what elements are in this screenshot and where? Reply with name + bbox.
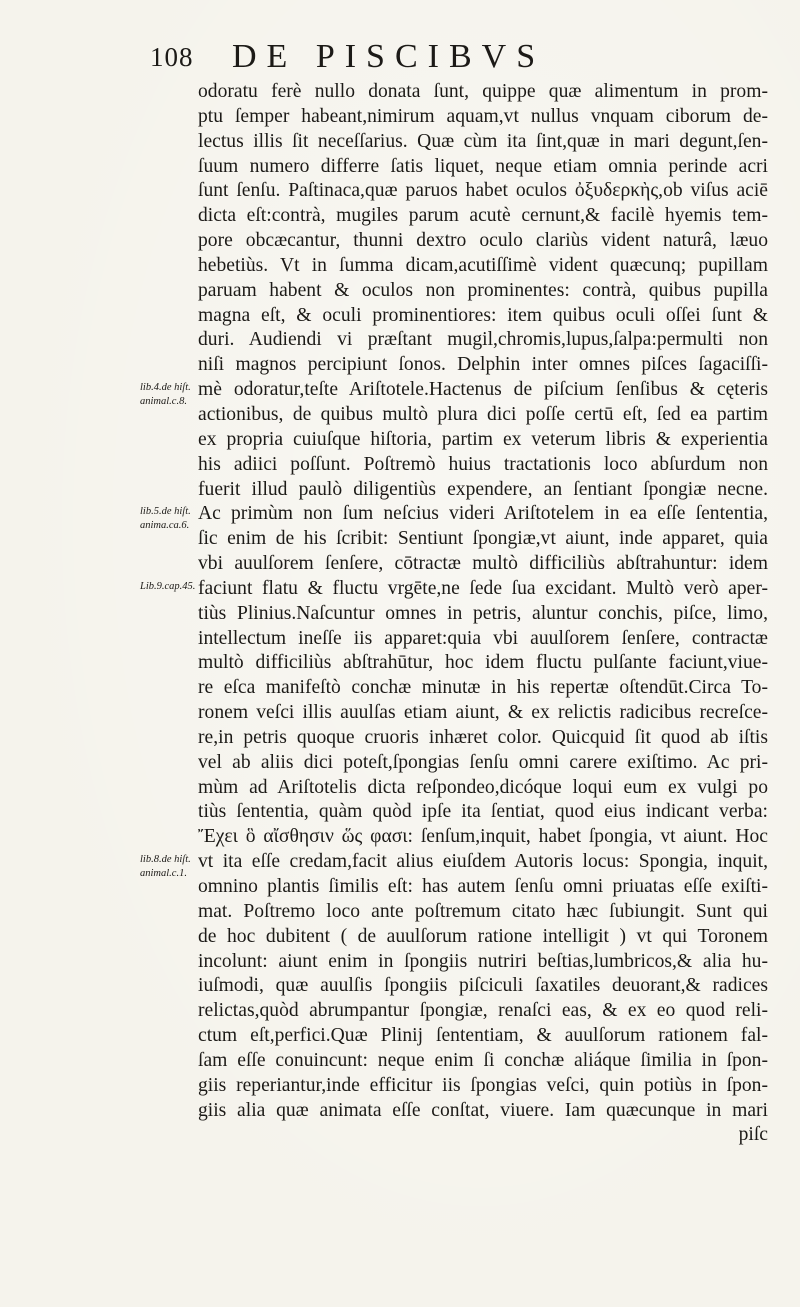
text-line: paruam habent & oculos non prominentes: contrà, quibus pupilla xyxy=(198,279,768,301)
text-line: mùm ad Ariſtotelis dicta reſpondeo,dicóque loqui eum ex vulgi po xyxy=(198,776,768,798)
text-line: vt ita eſſe credam,facit alius eiuſdem Autoris locus: Spongia, inquit, xyxy=(198,851,768,873)
page-number: 108 xyxy=(150,42,194,72)
margin-note-line: Lib.9.cap.45. xyxy=(140,581,196,592)
margin-note xyxy=(140,853,200,881)
text-line: vbi auulſorem ſenſere, cōtractæ multò difficiliùs abſtrahuntur: idem xyxy=(198,553,768,575)
margin-note-line: animal.c.8. xyxy=(140,396,187,408)
text-line: omnino plantis ſimilis eſt: has autem ſenſu omni priuatas eſſe exiſti- xyxy=(198,876,768,897)
text-line: ſic enim de his ſcribit: Sentiunt ſpongiæ,vt aiunt, inde apparet, quia xyxy=(198,528,768,550)
text-line: tiùs Plinius.Naſcuntur omnes in petris, aluntur conchis, piſce, limo, xyxy=(198,602,768,624)
text-line: ſunt ſenſu. Paſtinaca,quæ paruos habet oculos ὀξυδερκὴς,ob viſus aciē xyxy=(198,180,768,202)
text-line: mè odoratur,teſte Ariſtotele.Hactenus de piſcium ſenſibus & cęteris xyxy=(198,379,768,401)
margin-note-line: lib.5.de hiſt. xyxy=(140,506,191,518)
text-line: de hoc dubitent ( de auulſorum ratione intelligit ) vt qui Toronem xyxy=(198,925,768,947)
text-line: ptu ſemper habeant,nimirum aquam,vt nullus vnquam ciborum de- xyxy=(198,105,768,127)
margin-note xyxy=(140,381,200,409)
text-line: giis alia quæ animata eſſe conſtat, viuere. Iam quæcunque in mari xyxy=(198,1099,768,1121)
text-line: pore obcæcantur, thunni dextro oculo clariùs vident naturâ, læuo xyxy=(198,230,768,252)
text-line: odoratu ferè nullo donata ſunt, quippe quæ alimentum in prom- xyxy=(198,81,768,102)
text-line: fuerit illud paulò diligentiùs expendere, an ſentiant ſpongiæ necne. xyxy=(198,478,768,500)
text-line: magna eſt, & oculi prominentiores: item quibus oculi oſſei ſunt & xyxy=(198,304,768,326)
margin-note-line: animal.c.1. xyxy=(140,868,187,880)
text-line: niſi magnos percipiunt ſonos. Delphin inter omnes piſces ſagaciſſi- xyxy=(198,354,768,376)
text-line: duri. Audiendi vi præſtant mugil,chromis,lupus,ſalpa:permulti non xyxy=(198,329,768,351)
text-line: faciunt flatu & fluctu vrgēte,ne ſede ſua excidant. Multò verò aper- xyxy=(198,577,768,599)
text-line: dicta eſt:contrà, mugiles parum acutè cernunt,& facilè hyemis tem- xyxy=(198,205,768,227)
text-line: Ac primùm non ſum neſcius videri Ariſtotelem in ea eſſe ſententia, xyxy=(198,503,768,525)
text-line: multò difficiliùs abſtrahūtur, hoc idem fluctu pulſante faciunt,viue- xyxy=(198,652,768,674)
text-line: hebetiùs. Vt in ſumma dicam,acutiſſimè vident quæcunq; pupillam xyxy=(198,254,768,276)
text-line: his adiici poſſunt. Poſtremò huius tractationis loco abſurdum non xyxy=(198,453,768,475)
text-line: lectus illis ſit neceſſarius. Quæ cùm ita ſint,quæ in mari degunt,ſen- xyxy=(198,130,768,152)
text-line: ronem veſci illis auulſas etiam aiunt, & ex relictis radicibus recreſce- xyxy=(198,702,768,724)
margin-note-line: lib.8.de hiſt. xyxy=(140,854,191,866)
running-title: DE PISCIBVS xyxy=(232,38,546,75)
text-line: ſam eſſe conuincunt: neque enim ſi conchæ aliáque ſimilia in ſpon- xyxy=(198,1049,768,1071)
text-line: tiùs ſententia, quàm quòd ipſe ita ſentiat, quod eius indicant verba: xyxy=(198,801,768,823)
text-line: iuſmodi, quæ auulſis ſpongiis piſciculi ſaxatiles deuorant,& radices xyxy=(198,975,768,997)
text-line: relictas,quòd abrumpantur ſpongiæ, renaſci eas, & ex eo quod reli- xyxy=(198,1000,768,1022)
text-line: ſuum numero differre ſatis liquet, neque etiam omnia perinde acri xyxy=(198,155,768,177)
margin-note xyxy=(140,505,200,533)
text-line: ex propria cuiuſque hiſtoria, partim ex veterum libris & experientia xyxy=(198,428,768,450)
text-line: giis reperiantur,inde efficitur iis ſpongias veſci, quin potiùs in ſpon- xyxy=(198,1074,768,1096)
text-line: vel ab aliis dici poteſt,ſpongias ſenſu omni carere exiſtimo. Ac pri- xyxy=(198,751,768,773)
text-line: actionibus, de quibus multò plura dici poſſe certū eſt, ſed ea partim xyxy=(198,403,768,425)
text-line: re,in petris quoque cruoris inhæret color. Quicquid ſit quod ab iſtis xyxy=(198,726,768,748)
margin-note-line: lib.4.de hiſt. xyxy=(140,382,191,394)
body-text xyxy=(198,80,768,1148)
text-line: ctum eſt,perfici.Quæ Plinij ſententiam, & auulſorum rationem fal- xyxy=(198,1025,768,1047)
text-line: Ἔχει ὃ αἴσθησιν ὥς φασι: ſenſum,inquit, habet ſpongia, vt aiunt. Hoc xyxy=(198,826,768,848)
text-line: piſc xyxy=(738,1124,768,1146)
page-header xyxy=(150,38,770,78)
text-line: mat. Poſtremo loco ante poſtremum citato hæc ſubiungit. Sunt qui xyxy=(198,900,768,922)
text-line: incolunt: aiunt enim in ſpongiis nutriri beſtias,lumbricos,& alia hu- xyxy=(198,950,768,972)
text-line: intellectum ineſſe iis apparet:quia vbi auulſorem ſenſere, contractæ xyxy=(198,627,768,649)
text-line: re eſca manifeſtò conchæ minutæ in his repertæ oſtendūt.Circa To- xyxy=(198,677,768,699)
margin-note-line: anima.ca.6. xyxy=(140,520,190,532)
margin-note xyxy=(140,580,200,594)
